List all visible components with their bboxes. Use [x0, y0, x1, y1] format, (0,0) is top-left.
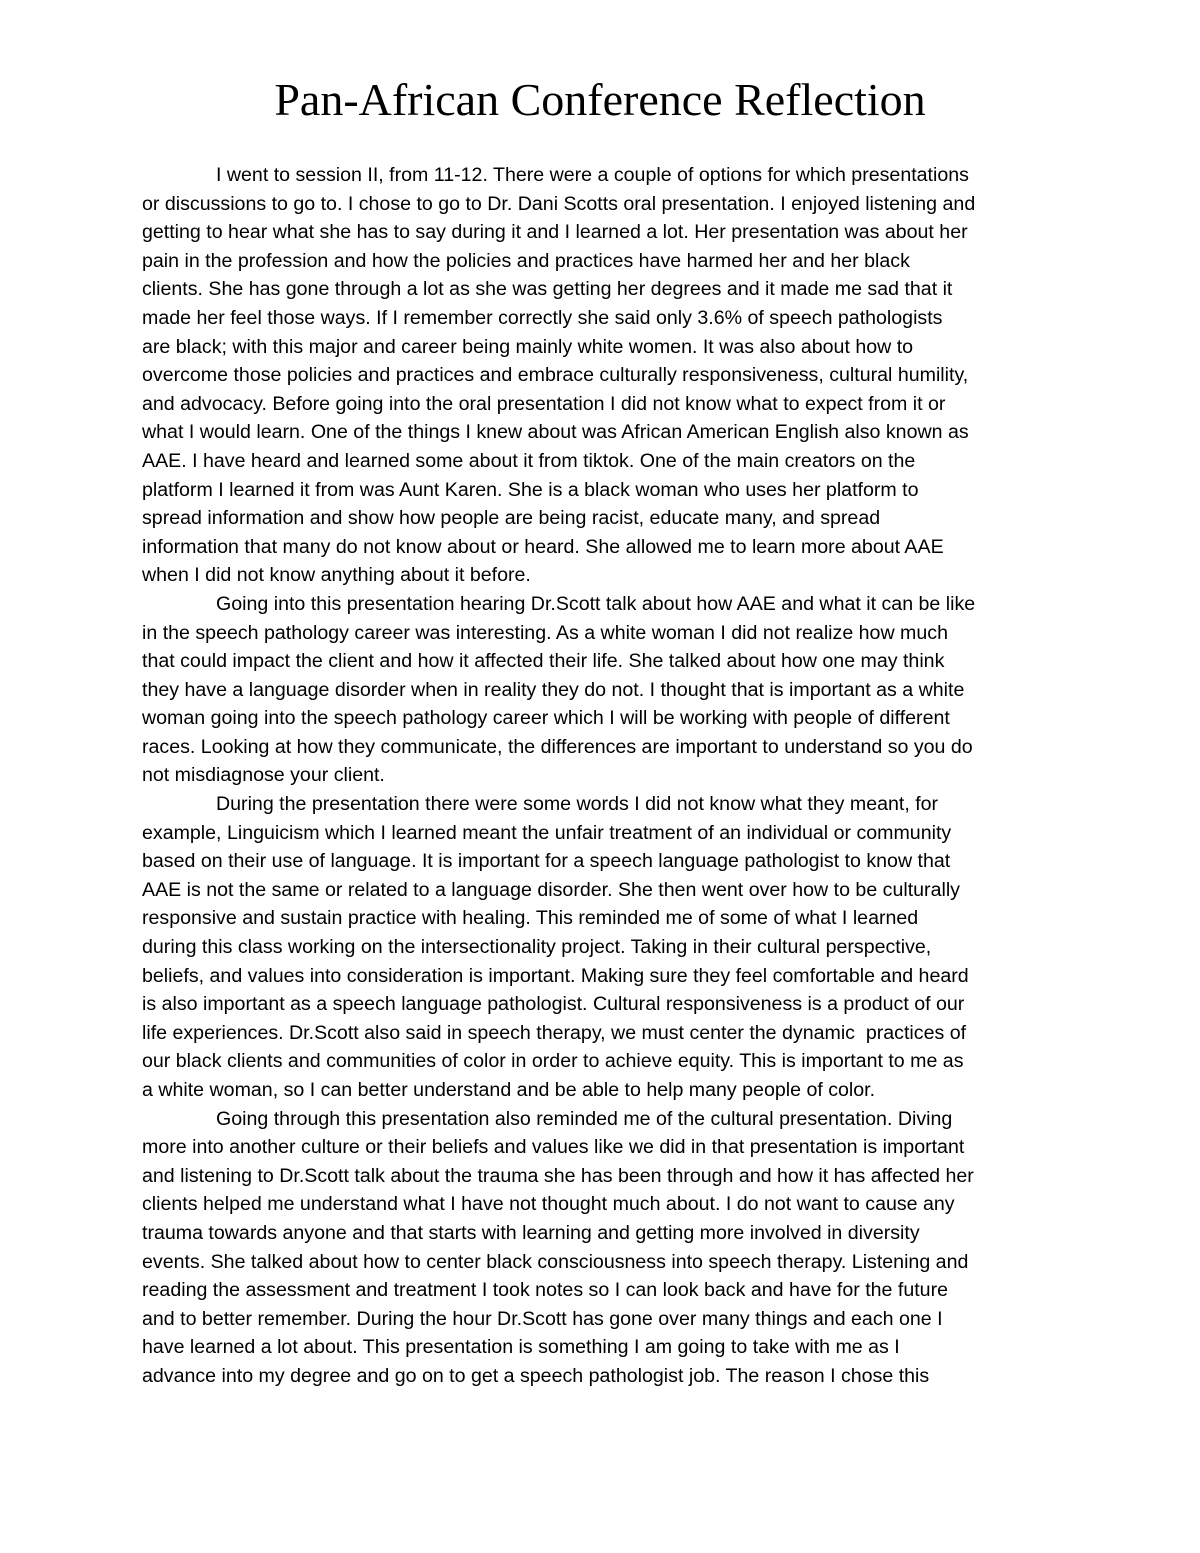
body-text-line: in the speech pathology career was interesting. As a white woman I did not realize how much — [142, 621, 948, 644]
body-text-line: woman going into the speech pathology career which I will be working with people of different — [142, 707, 950, 730]
body-text-line: and advocacy. Before going into the oral presentation I did not know what to expect from it or — [142, 392, 946, 415]
body-text-line: made her feel those ways. If I remember correctly she said only 3.6% of speech pathologists — [142, 306, 943, 329]
body-text-line: are black; with this major and career being mainly white women. It was also about how to — [142, 335, 914, 358]
body-text-line: information that many do not know about or heard. She allowed me to learn more about AAE — [142, 535, 944, 558]
document-title: Pan-African Conference Reflection — [274, 74, 926, 125]
body-text-line: and to better remember. During the hour Dr.Scott has gone over many things and each one I — [142, 1307, 943, 1330]
body-text-line: have learned a lot about. This presentation is something I am going to take with me as I — [142, 1336, 900, 1359]
body-text-line: During the presentation there were some words I did not know what they meant, for — [216, 793, 939, 816]
body-text-line: spread information and show how people are being racist, educate many, and spread — [142, 507, 881, 530]
body-text-line: pain in the profession and how the policies and practices have harmed her and her black — [142, 249, 910, 272]
body-text-line: trauma towards anyone and that starts with learning and getting more involved in diversity — [142, 1221, 920, 1244]
body-text-line: overcome those policies and practices and embrace culturally responsiveness, cultural humility, — [142, 364, 969, 387]
body-text-line: I went to session II, from 11-12. There were a couple of options for which presentations — [216, 164, 969, 186]
body-text-line: example, Linguicism which I learned meant the unfair treatment of an individual or community — [142, 821, 952, 844]
body-text-line: Going into this presentation hearing Dr.Scott talk about how AAE and what it can be like — [216, 592, 976, 615]
body-text-line: life experiences. Dr.Scott also said in speech therapy, we must center the dynamic practices of — [142, 1021, 967, 1044]
body-text-line: during this class working on the intersectionality project. Taking in their cultural perspective, — [142, 936, 932, 959]
body-text-line: getting to hear what she has to say during it and I learned a lot. Her presentation was about her — [142, 221, 968, 244]
body-text-line: clients helped me understand what I have not thought much about. I do not want to cause any — [142, 1193, 955, 1216]
body-text-line: more into another culture or their beliefs and values like we did in that presentation is important — [142, 1136, 965, 1159]
body-text-line: platform I learned it from was Aunt Karen. She is a black woman who uses her platform to — [142, 478, 919, 501]
body-text-line: is also important as a speech language pathologist. Cultural responsiveness is a product of our — [142, 993, 965, 1016]
body-text-line: advance into my degree and go on to get a speech pathologist job. The reason I chose this — [142, 1364, 930, 1387]
body-text-line: AAE is not the same or related to a language disorder. She then went over how to be culturally — [142, 878, 960, 901]
body-text-line: a white woman, so I can better understand and be able to help many people of color. — [142, 1079, 876, 1101]
body-text-line: our black clients and communities of color in order to achieve equity. This is important to me as — [142, 1050, 964, 1073]
body-text-line: beliefs, and values into consideration is important. Making sure they feel comfortable and heard — [142, 964, 969, 987]
body-text-line: based on their use of language. It is important for a speech language pathologist to know that — [142, 850, 951, 873]
body-text-line: AAE. I have heard and learned some about it from tiktok. One of the main creators on the — [142, 449, 916, 472]
body-text-line: and listening to Dr.Scott talk about the trauma she has been through and how it has affected her — [142, 1164, 974, 1187]
body-text-line: when I did not know anything about it before. — [142, 564, 531, 587]
body-text-line: reading the assessment and treatment I took notes so I can look back and have for the future — [142, 1279, 949, 1302]
body-text-line: races. Looking at how they communicate, the differences are important to understand so you do — [142, 735, 973, 758]
body-text-line: that could impact the client and how it affected their life. She talked about how one may think — [142, 650, 945, 673]
body-text-line: clients. She has gone through a lot as she was getting her degrees and it made me sad that it — [142, 278, 953, 301]
body-text-line: what I would learn. One of the things I knew about was African American English also known as — [142, 421, 969, 444]
document-body — [142, 161, 1072, 1391]
body-text-line: they have a language disorder when in reality they do not. I thought that is important as a white — [142, 678, 965, 701]
body-text-line: Going through this presentation also reminded me of the cultural presentation. Diving — [216, 1107, 953, 1130]
body-text-line: responsive and sustain practice with healing. This reminded me of some of what I learned — [142, 907, 919, 930]
body-text-line: not misdiagnose your client. — [142, 764, 385, 787]
body-text-line: or discussions to go to. I chose to go to Dr. Dani Scotts oral presentation. I enjoyed listening and — [142, 192, 976, 215]
body-text-line: events. She talked about how to center black consciousness into speech therapy. Listening and — [142, 1250, 969, 1273]
